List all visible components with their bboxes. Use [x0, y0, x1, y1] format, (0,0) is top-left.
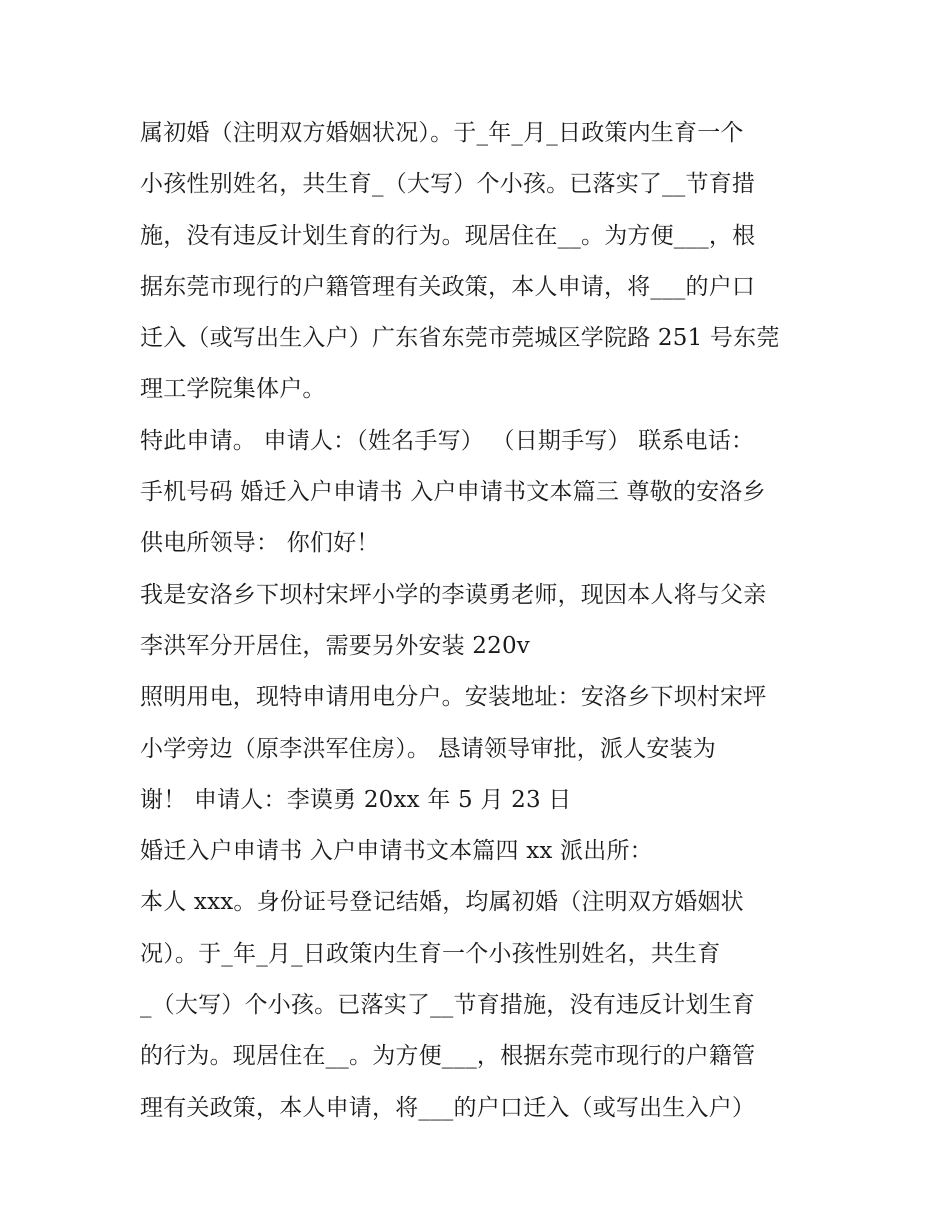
text-line: 本人 xxx。身份证号登记结婚，均属初婚（注明双方婚姻状	[140, 889, 744, 916]
text-line: 特此申请。 申请人：（姓名手写） （日期手写） 联系电话：	[140, 427, 755, 454]
text-line: 小孩性别姓名，共生育_（大写）个小孩。已落实了__节育措	[140, 171, 756, 198]
text-line: 迁入（或写出生入户）广东省东莞市莞城区学院路 251 号东莞	[140, 325, 780, 352]
text-line: 理有关政策，本人申请，将___的户口迁入（或写出生入户）	[140, 1094, 756, 1121]
text-line: 手机号码 婚迁入户申请书 入户申请书文本篇三 尊敬的安洛乡	[140, 479, 766, 506]
text-line: 谢！ 申请人：李谟勇 20xx 年 5 月 23 日	[140, 786, 572, 813]
text-line: 照明用电，现特申请用电分户。安装地址：安洛乡下坝村宋坪	[140, 684, 767, 711]
text-line: _（大写）个小孩。已落实了__节育措施，没有违反计划生育	[140, 992, 756, 1019]
text-line: 的行为。现居住在__。为方便___，根据东莞市现行的户籍管	[140, 1043, 756, 1070]
text-line: 况）。于_年_月_日政策内生育一个小孩性别姓名，共生育	[140, 940, 721, 967]
text-line: 供电所领导： 你们好！	[140, 530, 380, 557]
text-line: 施，没有违反计划生育的行为。现居住在__。为方便___，根	[140, 222, 756, 249]
text-line: 属初婚（注明双方婚姻状况）。于_年_月_日政策内生育一个	[140, 120, 744, 146]
text-line: 据东莞市现行的户籍管理有关政策，本人申请，将___的户口	[140, 273, 756, 300]
text-line: 我是安洛乡下坝村宋坪小学的李谟勇老师，现因本人将与父亲	[140, 581, 767, 608]
text-line: 小学旁边（原李洪军住房）。 恳请领导审批，派人安装为	[140, 735, 717, 762]
text-line: 理工学院集体户。	[140, 376, 326, 403]
text-line: 婚迁入户申请书 入户申请书文本篇四 xx 派出所：	[140, 838, 653, 865]
text-line: 李洪军分开居住，需要另外安装 220v	[140, 632, 531, 659]
document-body	[140, 108, 830, 1134]
